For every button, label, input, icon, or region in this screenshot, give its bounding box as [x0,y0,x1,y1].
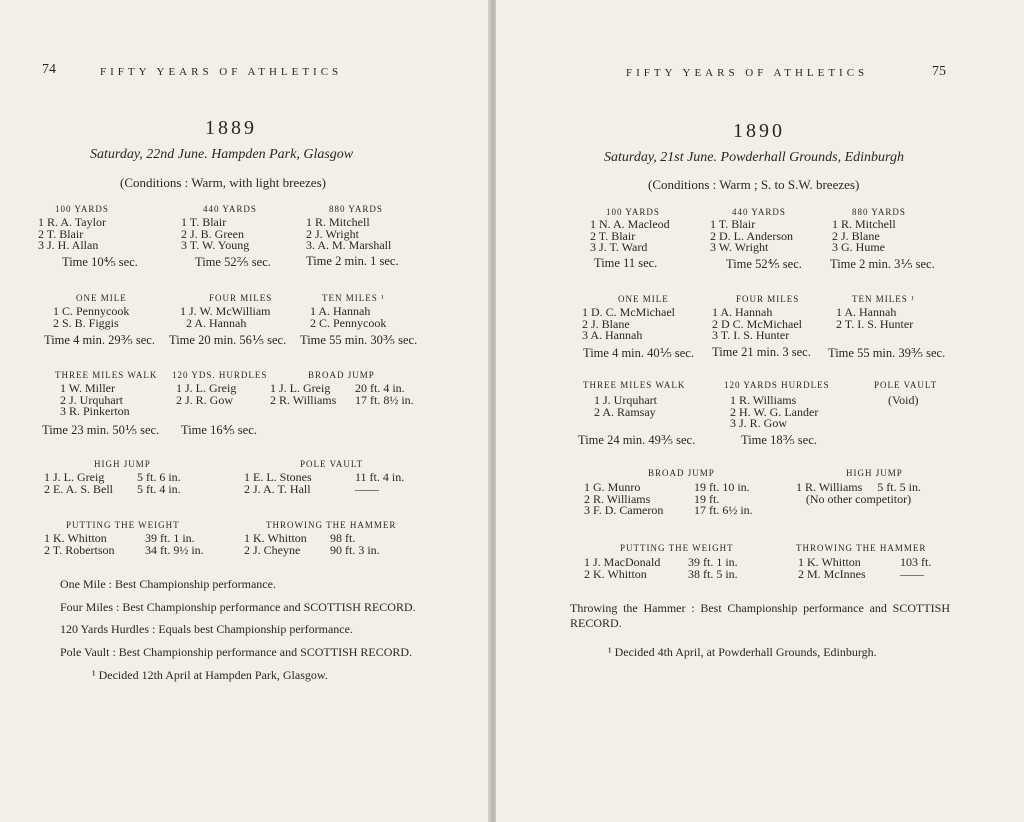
result-line: 2 D C. McMichael [712,316,802,331]
event-time: Time 4 min. 40⅕ sec. [583,346,694,360]
event-title: FOUR MILES [736,294,800,304]
results-list [244,472,312,495]
result-line: 1 R. Williams [730,393,797,407]
results-list [60,383,130,418]
event-title: ONE MILE [618,294,669,304]
result-line: 1 G. Munro [584,480,641,494]
result-line: 2 K. Whitton [584,566,647,581]
result-line: 2 C. Pennycook [310,315,387,330]
results-list [44,472,113,495]
result-line: 2 J. Blane [582,316,630,331]
marks-list [694,482,753,517]
result-mark: —— [900,566,924,581]
event-title: 120 YARDS HURDLES [724,380,830,390]
result-line: 3 T. I. S. Hunter [712,328,790,342]
marks-list [137,472,181,495]
event-time: Time 18⅗ sec. [741,433,817,447]
results-list [584,482,663,517]
result-line: 1 K. Whitton [44,531,107,545]
result-line: 1 K. Whitton [798,555,861,569]
marks-list [145,533,204,556]
event-title: 440 YARDS [203,204,257,214]
marks-list [355,383,414,406]
marks-list [355,472,404,495]
result-line: 1 R. Williams 5 ft. 5 in. [796,480,921,494]
result-line: 1 R. A. Taylor [38,215,106,229]
result-line: 2 T. Blair [38,226,84,241]
conditions: (Conditions : Warm ; S. to S.W. breezes) [648,177,860,192]
event-title: THREE MILES WALK [583,380,686,390]
result-line: 1 A. Hannah [712,305,773,319]
event-time: Time 23 min. 50⅕ sec. [42,423,160,437]
event-title: TEN MILES ¹ [852,294,915,304]
record-note: Pole Vault : Best Championship performance and SCOTTISH RECORD. [60,645,413,659]
event-time: Time 55 min. 39⅗ sec. [828,346,946,360]
event-title: BROAD JUMP [308,370,375,380]
event-time: Time 52⅖ sec. [195,255,271,269]
result-mark: 34 ft. 9½ in. [145,542,204,557]
result-line: 1 J. L. Greig [176,381,237,395]
result-line: 3 W. Wright [710,240,769,254]
result-line: 1 A. Hannah [310,304,371,318]
results-list [888,395,918,407]
result-line: (No other competitor) [805,491,912,506]
result-line: 2 J. Blane [832,228,880,243]
event-title: POLE VAULT [874,380,938,390]
result-line: 1 C. Pennycook [53,304,130,318]
year-heading: 1890 [733,120,785,142]
event-time: Time 2 min. 1 sec. [306,254,399,268]
result-line: 2 S. B. Figgis [53,315,119,330]
result-line: 1 A. Hannah [836,305,897,319]
event-title: HIGH JUMP [94,459,151,469]
marks-list [900,557,931,580]
result-line: 1 J. MacDonald [584,555,661,569]
result-line: 2 J. Cheyne [244,542,301,557]
result-line: 2 D. L. Anderson [710,228,793,243]
record-note: Four Miles : Best Championship performance and SCOTTISH RECORD. [60,600,416,614]
result-line: 3 J. H. Allan [38,238,99,252]
result-line: 2 T. Blair [590,228,636,243]
result-mark: 19 ft. [694,491,720,506]
result-mark: 39 ft. 1 in. [688,555,738,569]
event-title: 120 YDS. HURDLES [172,370,268,380]
event-time: Time 10⅘ sec. [62,255,138,269]
result-line: 1 N. A. Macleod [590,217,670,231]
dateline: Saturday, 22nd June. Hampden Park, Glasgow [90,147,354,162]
result-line: 3. A. M. Marshall [306,238,392,252]
event-title: THROWING THE HAMMER [796,543,927,553]
result-line: 1 T. Blair [710,217,756,231]
event-title: PUTTING THE WEIGHT [620,543,734,553]
result-mark: 39 ft. 1 in. [145,531,195,545]
result-line: 2 J. R. Gow [176,392,234,407]
results-list [798,557,866,580]
result-line: 3 J. T. Ward [590,240,648,254]
result-mark: —— [355,481,379,496]
result-mark: 38 ft. 5 in. [688,566,738,581]
result-line: 1 W. Miller [60,381,116,395]
event-title: 100 YARDS [55,204,109,214]
results-list [44,533,115,556]
result-mark: 11 ft. 4 in. [355,470,405,484]
results-list [306,217,391,252]
results-list [310,306,386,329]
record-note: One Mile : Best Championship performance. [60,577,276,591]
event-title: HIGH JUMP [846,468,903,478]
result-line: 1 R. Mitchell [832,217,896,231]
conditions: (Conditions : Warm, with light breezes) [120,175,326,190]
event-title: 440 YARDS [732,207,786,217]
result-line: 2 A. Ramsay [594,404,656,419]
marks-list [688,557,738,580]
event-time: Time 4 min. 29⅗ sec. [44,333,155,347]
result-line: 2 J. Urquhart [60,392,123,407]
result-line: 2 A. Hannah [186,315,247,330]
record-note: Throwing the Hammer : Best Championship performance and SCOTTISH RECORD. [570,601,950,630]
event-time: Time 24 min. 49⅗ sec. [578,433,696,447]
result-line: 2 T. Robertson [44,542,115,557]
footnote: ¹ Decided 12th April at Hampden Park, Glasgow. [92,668,328,682]
results-list [53,306,129,329]
result-line: 2 J. Wright [306,226,359,241]
result-line: 1 E. L. Stones [244,470,312,484]
event-time: Time 11 sec. [594,256,658,270]
event-title: THREE MILES WALK [55,370,158,380]
running-head: FIFTY YEARS OF ATHLETICS [626,67,869,79]
event-title: 100 YARDS [606,207,660,217]
result-mark: 103 ft. [900,555,932,569]
result-mark: 20 ft. 4 in. [355,381,405,395]
results-list [836,307,913,330]
event-title: ONE MILE [76,293,127,303]
result-line: 3 F. D. Cameron [584,503,664,517]
page-number: 75 [932,64,946,79]
results-list [270,383,336,406]
results-list [181,217,249,252]
result-mark: 98 ft. [330,531,356,545]
result-line: 2 J. A. T. Hall [244,481,311,496]
result-line: 1 J. W. McWilliam [180,304,271,318]
result-line: 2 T. I. S. Hunter [836,316,914,331]
footnote: ¹ Decided 4th April, at Powderhall Grounds, Edinburgh. [608,645,877,659]
results-list [796,482,921,505]
result-mark: 17 ft. 6½ in. [694,503,753,517]
results-list [710,219,793,254]
result-line: 2 R. Williams [270,392,337,407]
results-list [582,307,675,342]
results-list [584,557,660,580]
results-list [244,533,307,556]
event-title: BROAD JUMP [648,468,715,478]
event-title: THROWING THE HAMMER [266,520,397,530]
event-title: FOUR MILES [209,293,273,303]
result-line: 1 J. L. Greig [44,470,105,484]
result-line: 1 J. Urquhart [594,393,657,407]
event-title: 880 YARDS [329,204,383,214]
result-line: 3 R. Pinkerton [60,404,130,418]
result-line: 2 M. McInnes [798,566,866,581]
result-line: 3 T. W. Young [181,238,250,252]
result-line: 3 G. Hume [832,240,885,254]
event-title: 880 YARDS [852,207,906,217]
page-number: 74 [42,62,56,77]
marks-list [330,533,380,556]
event-time: Time 55 min. 30⅗ sec. [300,333,418,347]
result-line: 2 R. Williams [584,491,651,506]
running-head: FIFTY YEARS OF ATHLETICS [100,66,343,78]
result-line: 3 J. R. Gow [730,416,788,430]
result-mark: 5 ft. 6 in. [137,470,181,484]
result-mark: 19 ft. 10 in. [694,480,750,494]
event-time: Time 2 min. 3⅕ sec. [830,257,935,271]
result-line: 2 E. A. S. Bell [44,481,114,496]
result-line: 1 T. Blair [181,215,227,229]
result-line: 2 J. B. Green [181,226,244,241]
result-line: 2 H. W. G. Lander [730,404,819,419]
event-title: PUTTING THE WEIGHT [66,520,180,530]
event-time: Time 21 min. 3 sec. [712,345,811,359]
event-title: POLE VAULT [300,459,364,469]
left-page [0,0,490,822]
event-time: Time 20 min. 56⅕ sec. [169,333,287,347]
result-line: 1 R. Mitchell [306,215,370,229]
record-note: 120 Yards Hurdles : Equals best Championship performance. [60,622,353,636]
event-time: Time 52⅘ sec. [726,257,802,271]
result-line: 3 A. Hannah [582,328,643,342]
results-list [180,306,271,329]
result-line: 1 D. C. McMichael [582,305,675,319]
result-line: 1 K. Whitton [244,531,307,545]
results-list [176,383,236,406]
results-list [730,395,818,430]
result-line: (Void) [888,393,919,407]
results-list [832,219,896,254]
event-title: TEN MILES ¹ [322,293,385,303]
result-mark: 5 ft. 4 in. [137,481,181,496]
event-time: Time 16⅘ sec. [181,423,257,437]
results-list [38,217,106,252]
results-list [712,307,802,342]
dateline: Saturday, 21st June. Powderhall Grounds, Edinburgh [604,150,904,165]
result-mark: 90 ft. 3 in. [330,542,380,557]
results-list [594,395,657,418]
result-line: 1 J. L. Greig [270,381,331,395]
results-list [590,219,670,254]
result-mark: 17 ft. 8½ in. [355,392,414,407]
right-page [496,0,1024,822]
year-heading: 1889 [205,117,257,139]
